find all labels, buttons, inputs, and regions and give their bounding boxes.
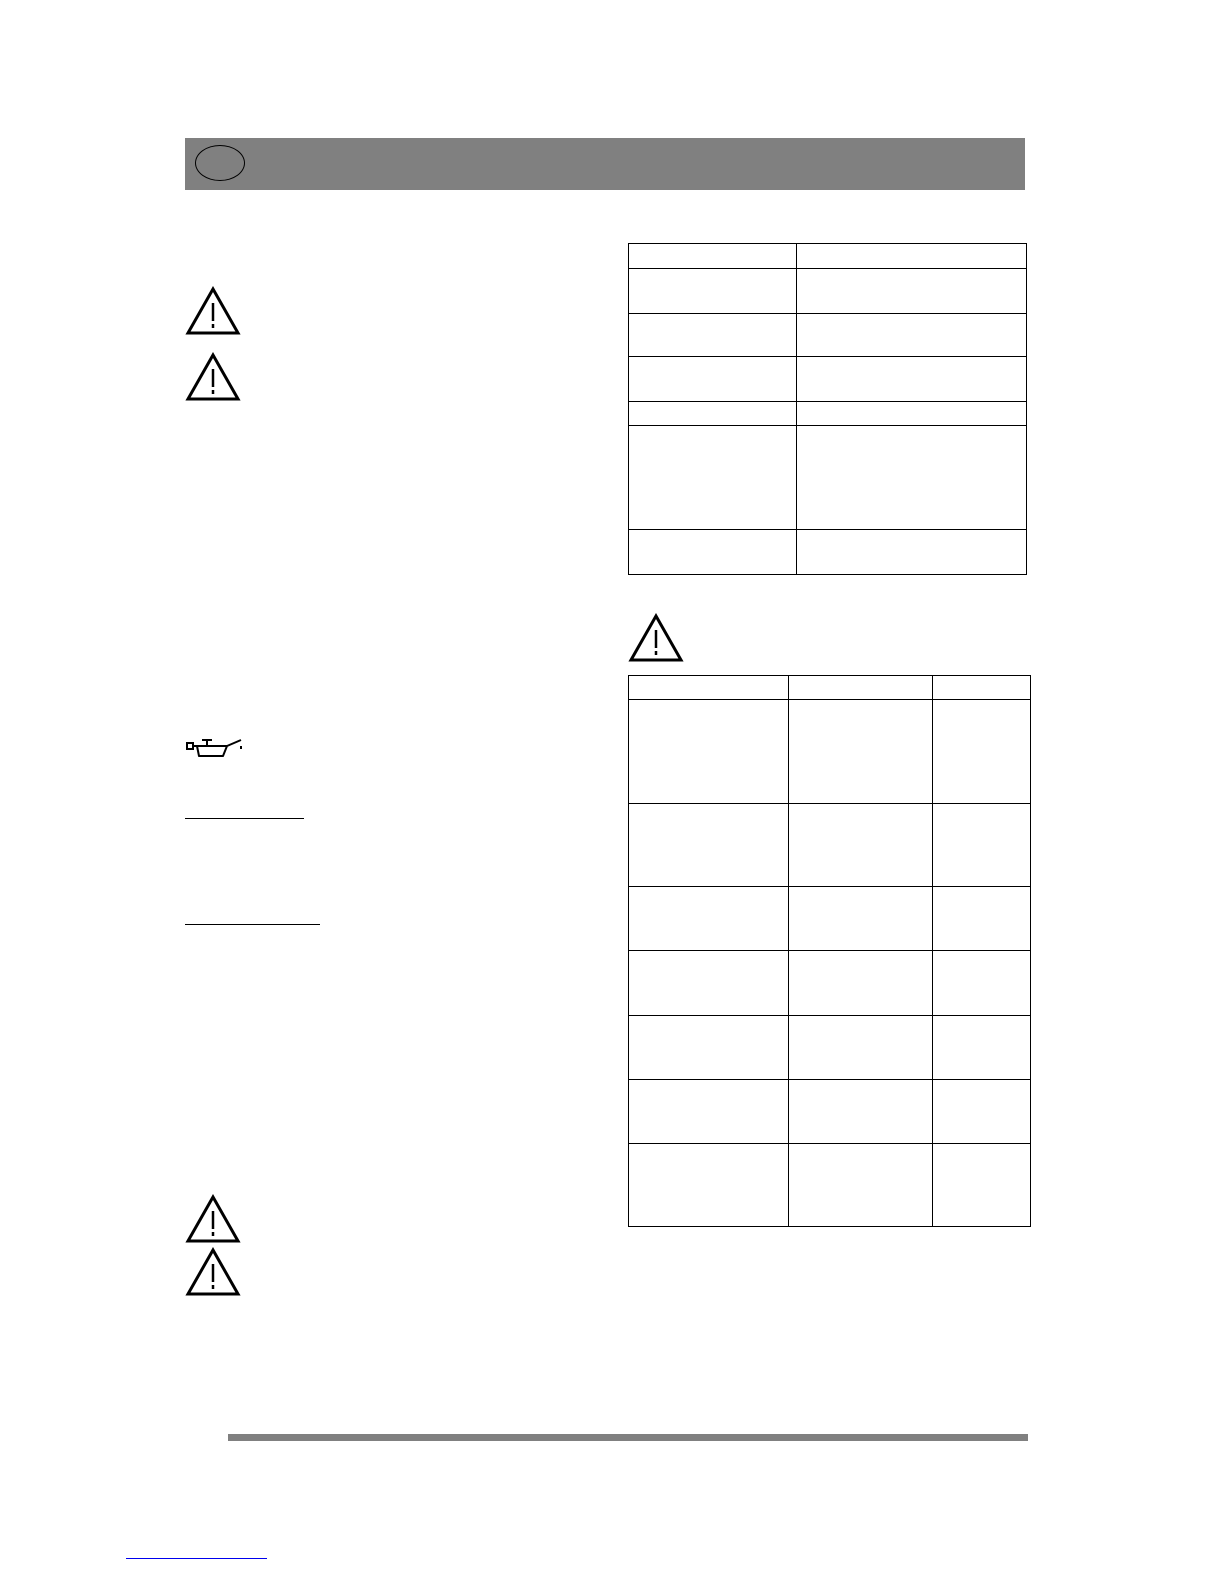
table-row <box>629 530 1027 575</box>
table-row <box>629 700 1031 804</box>
table-cell <box>629 804 789 887</box>
table-cell <box>629 357 797 402</box>
footer-rule <box>228 1434 1028 1441</box>
table-row <box>629 244 1027 269</box>
table-cell <box>629 530 797 575</box>
table-cell <box>933 1144 1031 1227</box>
table-cell <box>933 700 1031 804</box>
table-cell <box>629 269 797 314</box>
table-cell <box>629 951 789 1016</box>
table-cell <box>933 804 1031 887</box>
table-cell <box>629 1016 789 1080</box>
table-cell <box>789 700 933 804</box>
table-cell <box>629 426 797 530</box>
table-cell <box>797 269 1027 314</box>
table-row <box>629 676 1031 700</box>
oil-can-icon <box>185 736 245 760</box>
table-row <box>629 1016 1031 1080</box>
header-bar <box>185 138 1025 190</box>
warning-triangle-icon <box>628 613 684 663</box>
subheading-underline <box>185 924 320 925</box>
table-row <box>629 887 1031 951</box>
table-cell <box>629 314 797 357</box>
table-cell <box>629 402 797 426</box>
table-cell <box>629 887 789 951</box>
table-row <box>629 402 1027 426</box>
table-cell <box>629 1144 789 1227</box>
warning-triangle-icon <box>185 286 241 336</box>
table-cell <box>629 244 797 269</box>
table-row <box>629 426 1027 530</box>
table-row <box>629 269 1027 314</box>
table-cell <box>933 1080 1031 1144</box>
table-cell <box>789 676 933 700</box>
table-cell <box>789 1016 933 1080</box>
table-cell <box>629 700 789 804</box>
warning-triangle-icon <box>185 352 241 402</box>
table-row <box>629 1144 1031 1227</box>
table-row <box>629 357 1027 402</box>
table-cell <box>933 951 1031 1016</box>
table-row <box>629 1080 1031 1144</box>
table-cell <box>797 426 1027 530</box>
language-badge <box>195 145 245 181</box>
spec-table <box>628 243 1027 575</box>
warning-triangle-icon <box>185 1194 241 1244</box>
table-row <box>629 314 1027 357</box>
table-row <box>629 951 1031 1016</box>
table-cell <box>933 1016 1031 1080</box>
table-cell <box>797 314 1027 357</box>
maintenance-table <box>628 675 1031 1227</box>
table-cell <box>629 1080 789 1144</box>
subheading-underline <box>185 818 304 819</box>
table-cell <box>933 887 1031 951</box>
table-cell <box>789 1080 933 1144</box>
table-cell <box>629 676 789 700</box>
table-cell <box>933 676 1031 700</box>
warning-triangle-icon <box>185 1247 241 1297</box>
table-row <box>629 804 1031 887</box>
link-underline[interactable] <box>126 1558 267 1559</box>
table-cell <box>797 530 1027 575</box>
table-cell <box>789 804 933 887</box>
table-cell <box>789 887 933 951</box>
table-cell <box>797 244 1027 269</box>
table-cell <box>789 951 933 1016</box>
table-cell <box>789 1144 933 1227</box>
table-cell <box>797 402 1027 426</box>
table-cell <box>797 357 1027 402</box>
